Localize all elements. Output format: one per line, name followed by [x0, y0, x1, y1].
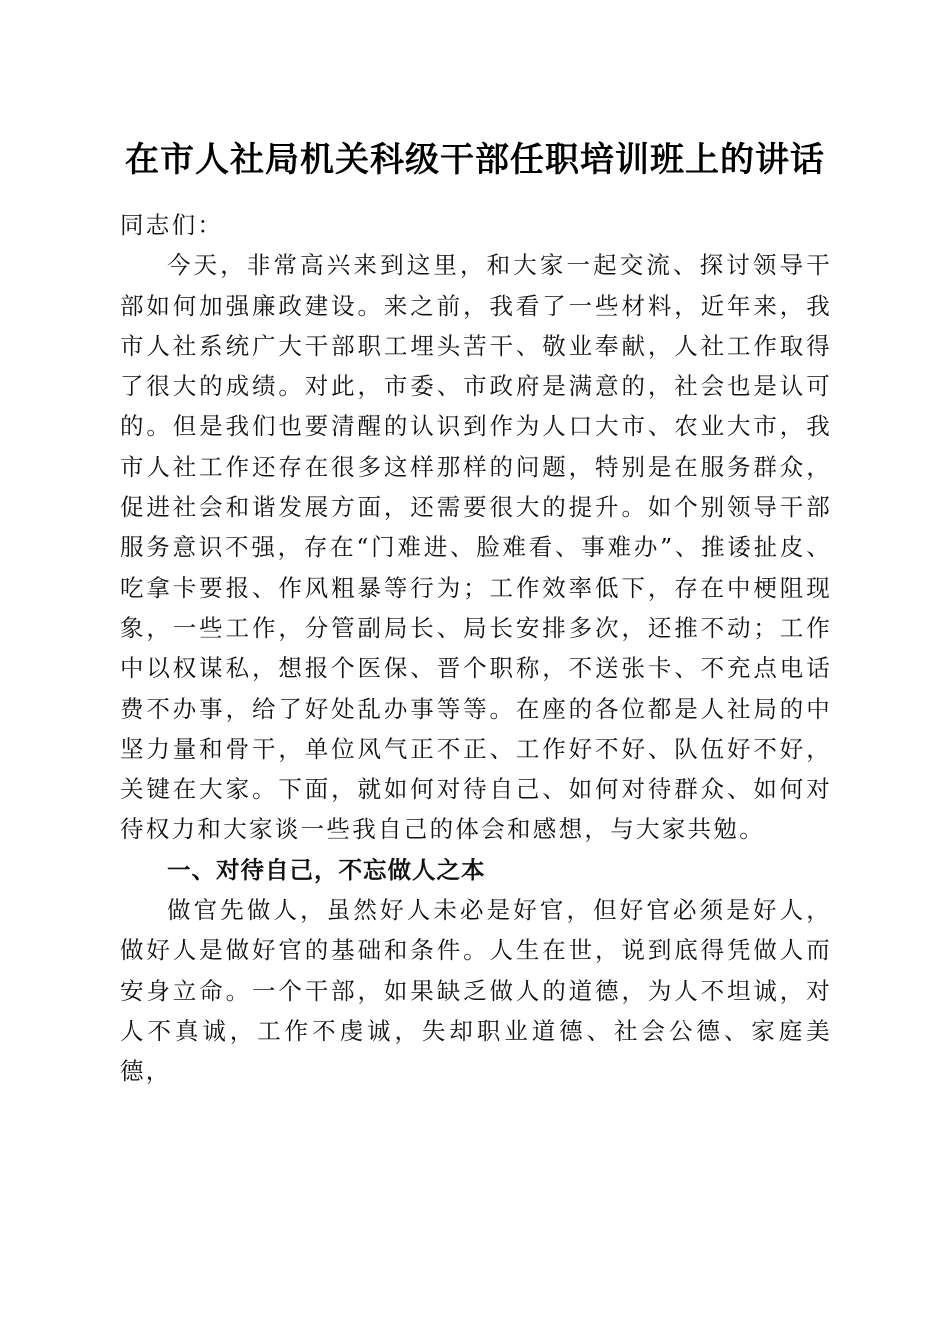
paragraph-opening: 今天，非常高兴来到这里，和大家一起交流、探讨领导干部如何加强廉政建设。来之前，我看了一些材料，近年来，我市人社系统广大干部职工埋头苦干、敬业奉献，人社工作取得了很大的成绩。对此，市委、市政府是满意的，社会也是认可的。但是我们也要清醒的认识到作为人口大市、农业大市，我市人社工作还存在很多这样那样的问题，特别是在服务群众，促进社会和谐发展方面，还需要很大的提升。如个别领导干部服务意识不强，存在“门难进、脸难看、事难办”、推诿扯皮、吃拿卡要报、作风粗暴等行为；工作效率低下，存在中梗阻现象，一些工作，分管副局长、局长安排多次，还推不动；工作中以权谋私，想报个医保、晋个职称，不送张卡、不充点电话费不办事，给了好处乱办事等等。在座的各位都是人社局的中坚力量和骨干，单位风气正不正、工作好不好、队伍好不好，关键在大家。下面，就如何对待自己、如何对待群众、如何对待权力和大家谈一些我自己的体会和感想，与大家共勉。	[120, 251, 832, 844]
paragraph-section-1: 做官先做人，虽然好人未必是好官，但好官必须是好人，做好人是做好官的基础和条件。人生在世，说到底得凭做人而安身立命。一个干部，如果缺乏做人的道德，为人不坦诚，对人不真诚，工作不虔诚，失却职业道德、社会公德、家庭美德，	[120, 896, 832, 1086]
document-body	[120, 205, 832, 1092]
salutation: 同志们：	[120, 211, 224, 239]
document-title: 在市人社局机关科级干部任职培训班上的讲话	[125, 140, 825, 180]
section-heading: 一、对待自己，不忘做人之本	[167, 855, 486, 884]
